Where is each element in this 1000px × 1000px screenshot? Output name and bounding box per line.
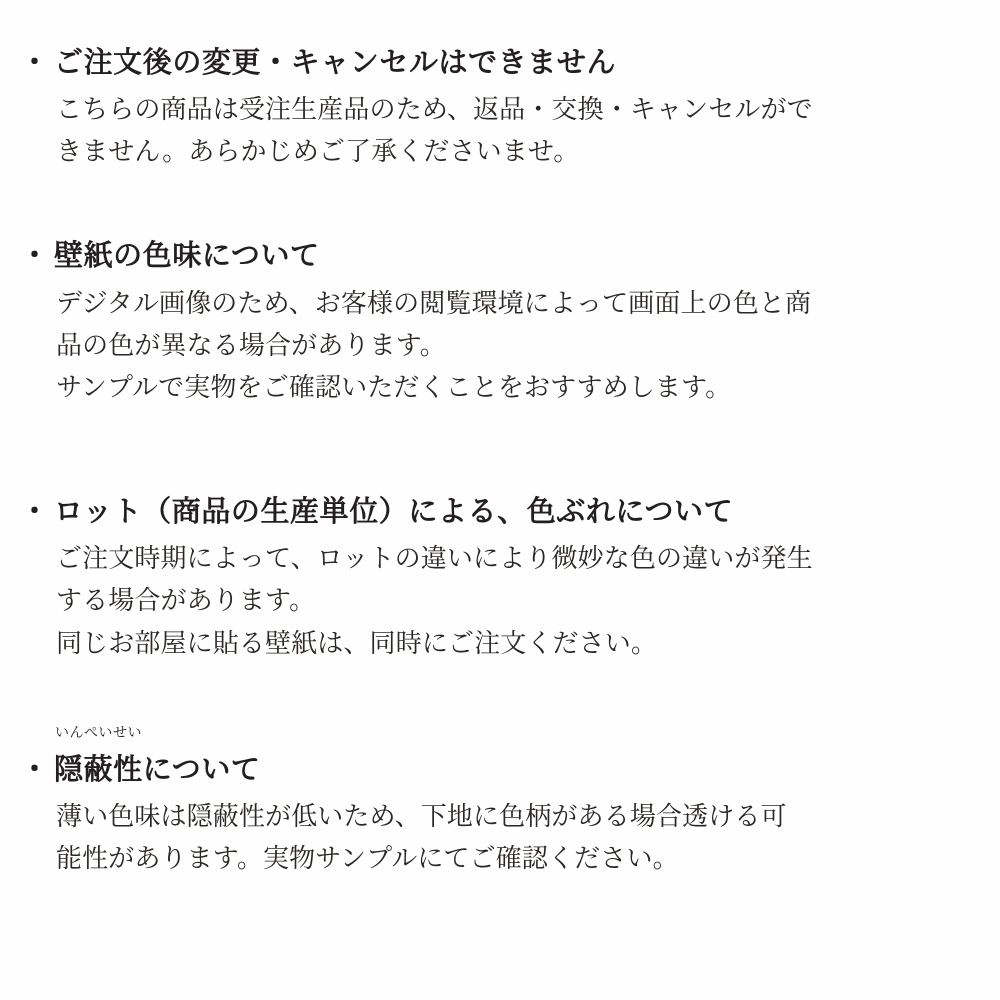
body-line: 同じお部屋に貼る壁紙は、同時にご注文ください。 (56, 628, 657, 659)
ruby-text: いんぺいせい (55, 724, 143, 741)
section-lot-color-variation (20, 493, 972, 665)
body-line: デジタル画像のため、お客様の閲覧環境によって画面上の色と商 (56, 288, 812, 319)
section-heading-text (54, 724, 972, 787)
body-line: 能性があります。実物サンプルにてご確認ください。 (56, 843, 679, 874)
section-body (56, 796, 972, 880)
body-line: サンプルで実物をご確認いただくことをおすすめします。 (56, 372, 732, 403)
body-line: こちらの商品は受注生産品のため、返品・交換・キャンセルがで (56, 95, 813, 126)
section-wallpaper-color-tone (20, 237, 972, 409)
bullet-icon: ・ (20, 45, 50, 79)
ruby-annotated-term (54, 724, 261, 787)
section-heading-text: ご注文後の変更・キャンセルはできません (54, 45, 617, 79)
section-body (56, 283, 972, 409)
body-line: きません。あらかじめご了承くださいませ。 (56, 137, 580, 168)
section-opacity-concealment (20, 724, 972, 880)
section-heading-text: ロット（商品の生産単位）による、色ぶれについて (54, 494, 734, 529)
body-line: 薄い色味は隠蔽性が低いため、下地に色柄がある場合透ける可 (56, 801, 787, 832)
bullet-icon: ・ (20, 238, 50, 273)
section-heading (20, 493, 972, 529)
section-heading (20, 237, 972, 273)
section-order-change-cancel (20, 44, 972, 173)
ruby-base-text: 隠蔽性について (54, 751, 261, 786)
body-line: 品の色が異なる場合があります。 (56, 330, 446, 361)
section-heading (20, 44, 972, 80)
section-body (56, 538, 972, 664)
section-heading (20, 724, 972, 787)
bullet-icon: ・ (20, 751, 50, 786)
body-line: ご注文時期によって、ロットの違いにより微妙な色の違いが発生 (56, 544, 813, 575)
section-heading-text: 壁紙の色味について (54, 238, 320, 273)
body-line: する場合があります。 (56, 586, 316, 617)
section-body (56, 89, 972, 173)
bullet-icon: ・ (20, 494, 50, 529)
